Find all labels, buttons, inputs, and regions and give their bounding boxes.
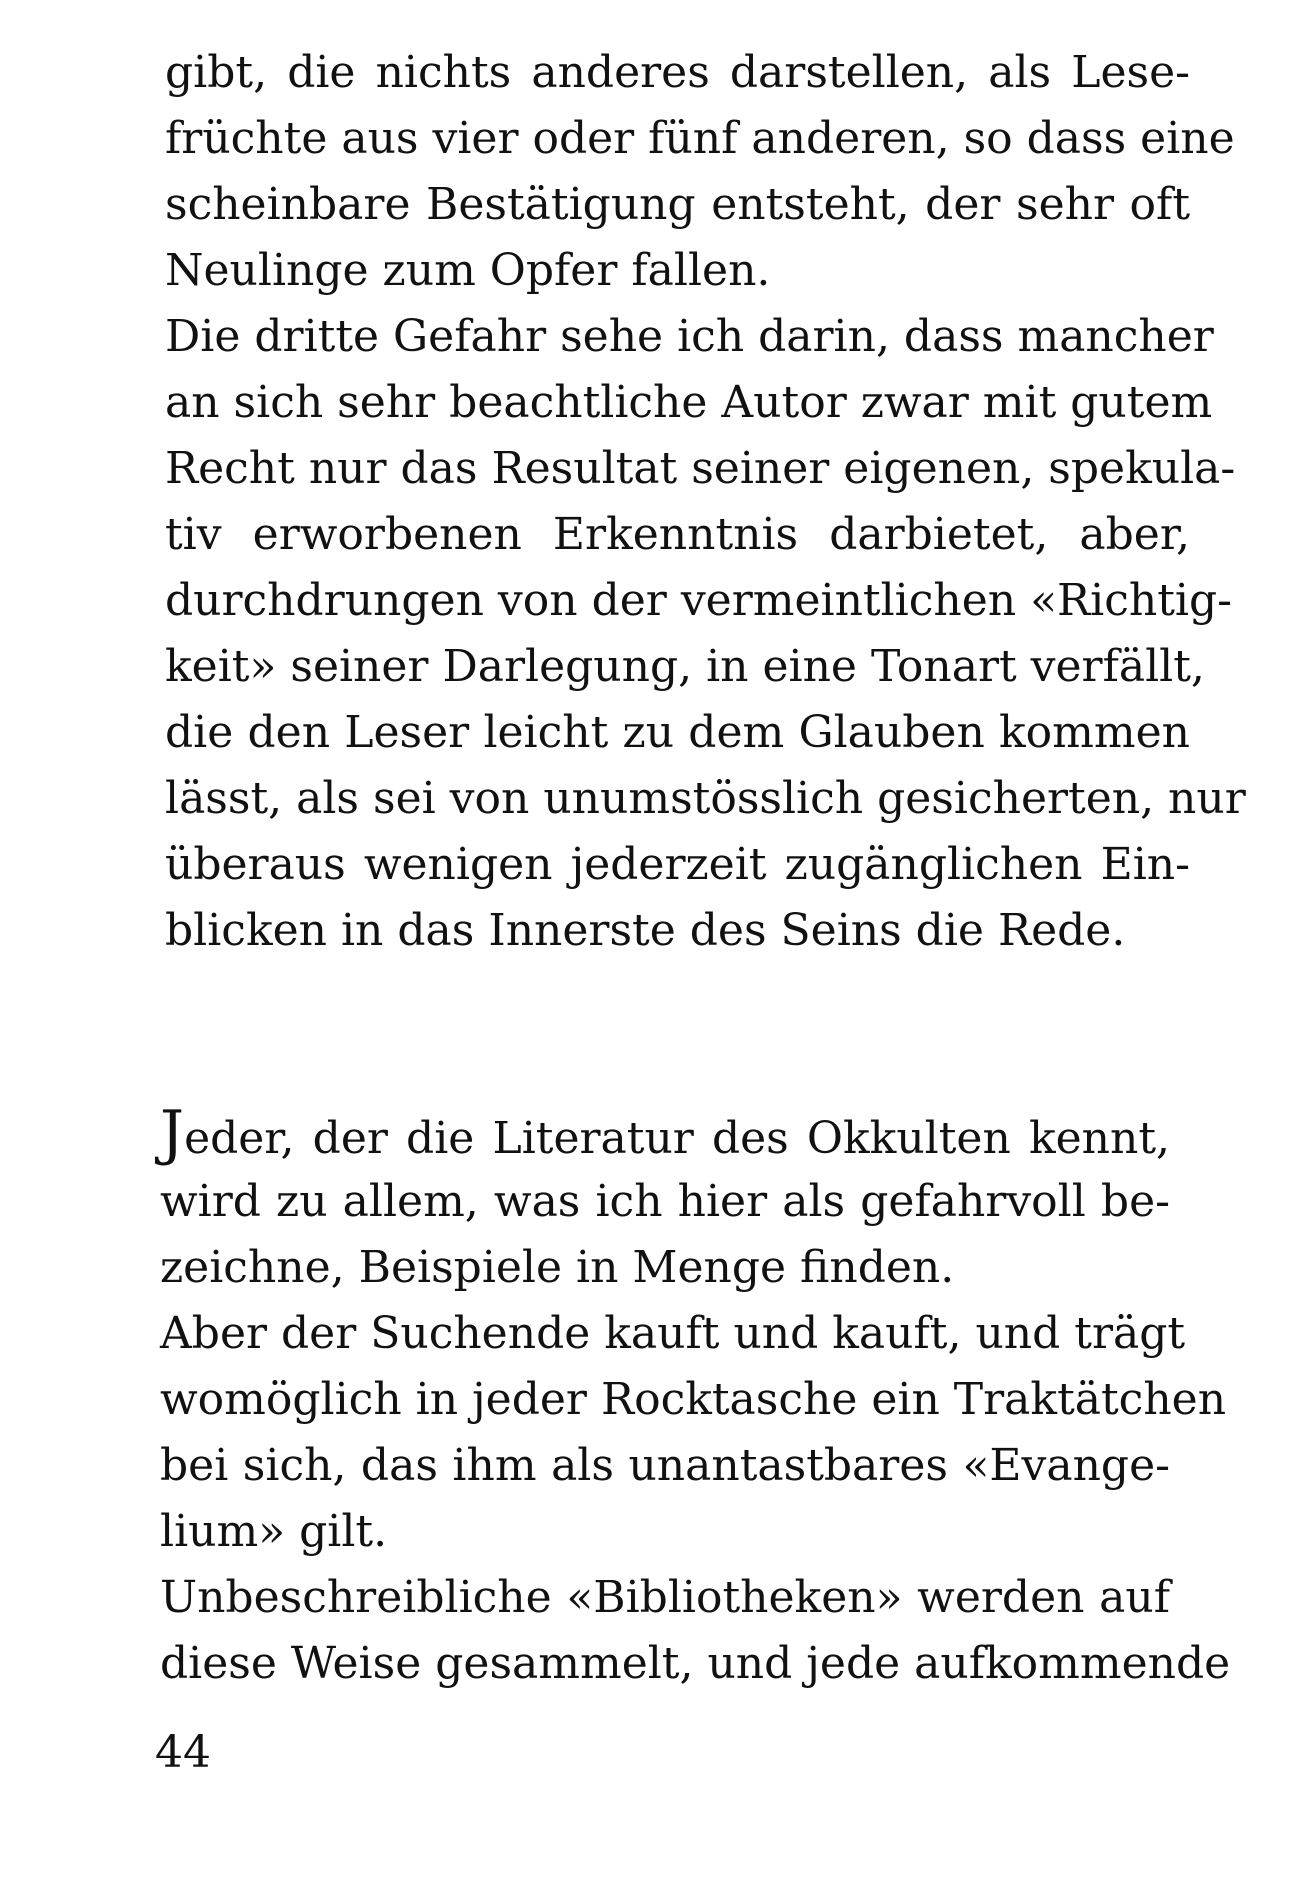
- text-line: die den Leser leicht zu dem Glauben kommen: [165, 707, 1190, 758]
- text-line: lium» gilt.: [160, 1506, 388, 1557]
- text-line: Unbeschreibliche «Bibliotheken» werden auf: [160, 1572, 1170, 1623]
- text-line: wird zu allem, was ich hier als gefahrvoll be-: [160, 1176, 1170, 1227]
- text-line: früchte aus vier oder fünf anderen, so dass eine: [165, 113, 1235, 164]
- initial-letter: J: [160, 1098, 185, 1168]
- text-line: Aber der Suchende kauft und kauft, und trägt: [160, 1308, 1186, 1359]
- text-line: durchdrungen von der vermeintlichen «Richtig-: [165, 575, 1232, 626]
- text-line: diese Weise gesammelt, und jede aufkommende: [160, 1638, 1231, 1689]
- text-line: keit» seiner Darlegung, in eine Tonart verfällt,: [165, 641, 1205, 692]
- text-line: blicken in das Innerste des Seins die Rede.: [165, 905, 1126, 956]
- text-line: überaus wenigen jederzeit zugänglichen Ein-: [165, 839, 1190, 890]
- text-span: eder, der die Literatur des Okkulten kennt,: [184, 1113, 1170, 1164]
- text-line: zeichne, Beispiele in Menge finden.: [160, 1242, 955, 1293]
- text-line: Neulinge zum Opfer fallen.: [165, 245, 771, 296]
- text-line: Die dritte Gefahr sehe ich darin, dass mancher: [165, 311, 1214, 362]
- text-line: an sich sehr beachtliche Autor zwar mit gutem: [165, 377, 1213, 428]
- text-line: scheinbare Bestätigung entsteht, der sehr oft: [165, 179, 1190, 230]
- text-line: bei sich, das ihm als unantastbares «Evange-: [160, 1440, 1170, 1491]
- text-line: tiv erworbenen Erkenntnis darbietet, aber,: [165, 509, 1190, 560]
- text-line: Recht nur das Resultat seiner eigenen, spekula-: [165, 443, 1236, 494]
- text-line: [160, 1098, 1170, 1172]
- text-line: gibt, die nichts anderes darstellen, als Lese-: [165, 47, 1190, 98]
- page-number: 44: [155, 1727, 211, 1778]
- text-line: womöglich in jeder Rocktasche ein Traktätchen: [160, 1374, 1227, 1425]
- text-line: lässt, als sei von unumstösslich gesicherten, nur: [165, 773, 1246, 824]
